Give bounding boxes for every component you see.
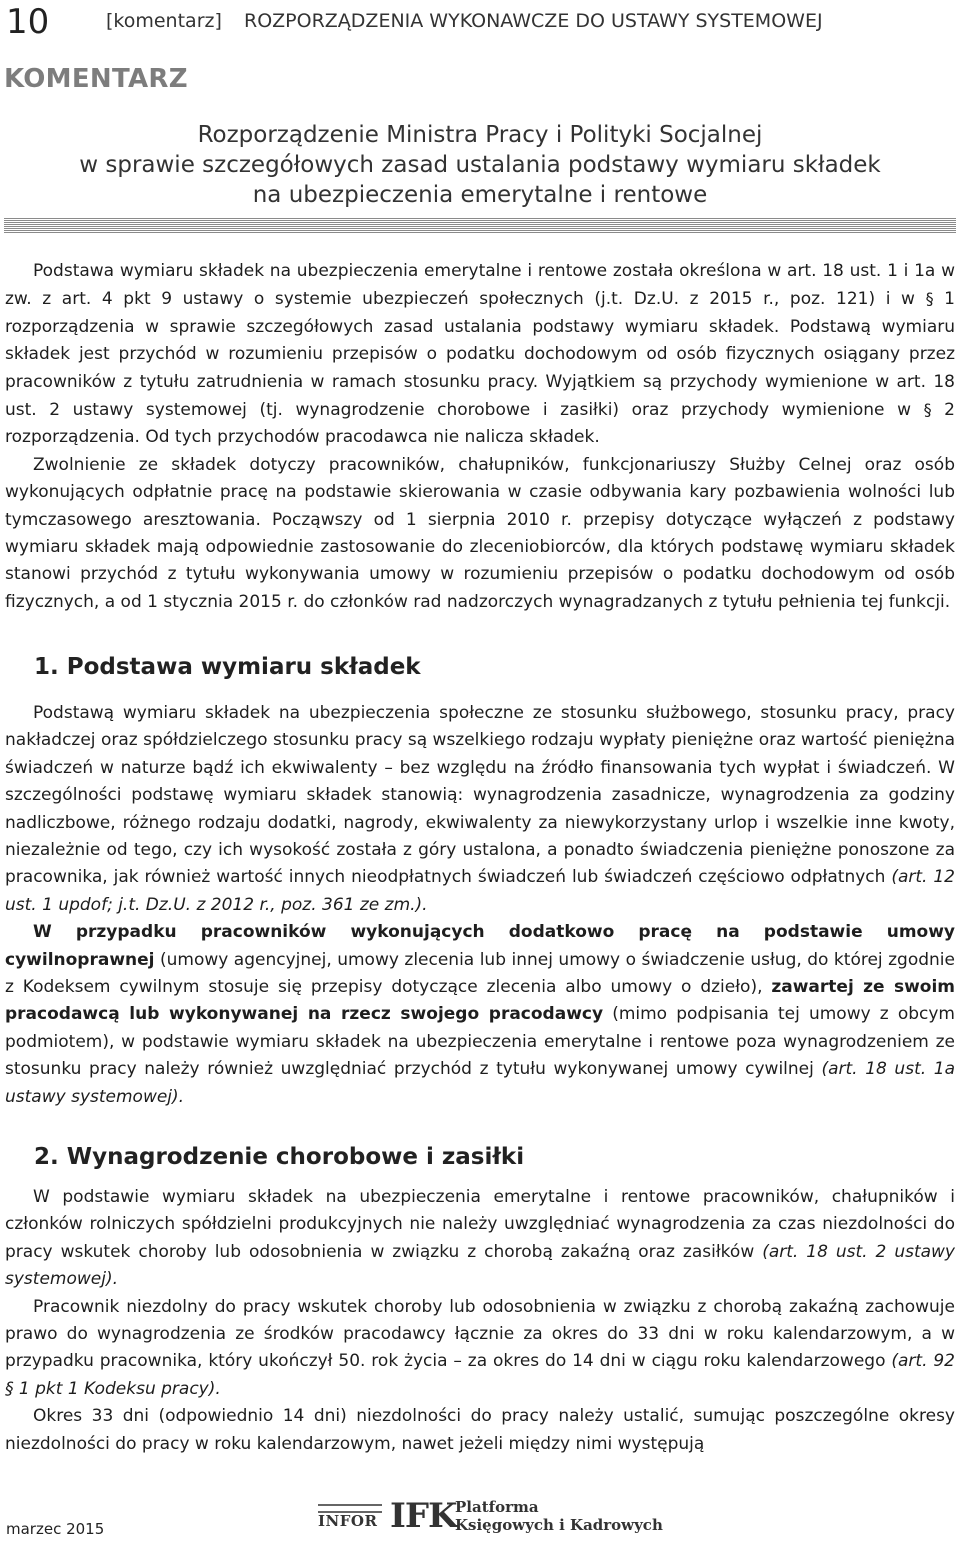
running-header	[0, 0, 960, 44]
section-heading-1: 1. Podstawa wymiaru składek	[34, 654, 421, 680]
paragraph-sign: §	[923, 400, 932, 420]
logo-line-1: Platforma	[455, 1498, 539, 1516]
document-title	[0, 120, 960, 210]
citation: (art. 92 § 1 pkt 1 Kodeksu pracy).	[5, 1351, 955, 1399]
section-2-text	[5, 1184, 955, 1458]
section-2-paragraph	[5, 1184, 955, 1294]
text-run: W podstawie wymiaru składek na ubezpieczenia emerytalne i rentowe pracowników, chałupników i członków rolniczych spółdzielni produkcyjnych nie należy uwzględniać wynagrodzenia za czas niezdolności do pracy wskutek choroby lub odosobnienia w związku z chorobą zakaźną oraz zasiłków	[5, 1187, 955, 1262]
text-run: (umowy agencyjnej, umowy zlecenia lub innej umowy o świadczenie usług, do której zgodnie z Kodeksem cywilnym stosuje się przepisy dotyczące zlecenia albo umowy o dzieło),	[5, 949, 955, 998]
document-title-line: w sprawie szczegółowych zasad ustalania podstawy wymiaru składek	[79, 152, 881, 178]
logo-ifk-text: IFK	[390, 1496, 457, 1536]
paragraph-sign: §	[925, 289, 934, 309]
text-run: 1 rozporządzenia w sprawie szczegółowych zasad ustalania podstawy wymiaru składek. Podstawą wymiaru składek jest przychód w rozumieniu przepisów o podatku dochodowym od osób fizycznych osiągany przez pracowników z tytułu zatrudnienia w ramach stosunku pracy. Wyjątkiem są przychody wymienione w art. 18 ust. 2 ustawy systemowej (tj. wynagrodzenie chorobowe i zasiłki) oraz przychody wymienione w	[5, 289, 955, 421]
document-title-line: na ubezpieczenia emerytalne i rentowe	[252, 182, 708, 208]
citation: (art. 18 ust. 1a ustawy systemowej).	[5, 1059, 955, 1107]
section-1-text	[5, 700, 955, 1111]
footer-date: marzec 2015	[6, 1520, 105, 1538]
section-2-paragraph	[5, 1294, 955, 1404]
text-run: (mimo podpisania tej umowy z obcym podmiotem), w podstawie wymiaru składek na ubezpieczenia emerytalne i rentowe poza wynagrodzeniem ze stosunku pracy należy również uwzględniać przychód z tytułu wykonywanej umowy cywilnej	[5, 1004, 955, 1080]
text-run: Podstawa wymiaru składek na ubezpieczenia emerytalne i rentowe została określona w art. 18 ust. 1 i 1a w zw. z art. 4 pkt 9 ustawy o systemie ubezpieczeń społecznych (j.t. Dz.U. z 2015 r., poz. 121) i w	[5, 261, 955, 310]
header-tag: [komentarz]	[106, 10, 222, 32]
section-label: KOMENTARZ	[4, 64, 188, 94]
document-title-line: Rozporządzenie Ministra Pracy i Polityki Socjalnej	[197, 122, 763, 148]
intro-paragraph: Zwolnienie ze składek dotyczy pracowników, chałupników, funkcjonariuszy Służby Celnej oraz osób wykonujących odpłatnie pracę na podstawie skierowania w czasie odbywania kary pozbawienia wolności lub tymczasowego aresztowania. Począwszy od 1 sierpnia 2010 r. przepisy dotyczące wyłączeń z podstawy wymiaru składek mają odpowiednie zastosowanie do zleceniobiorców, dla których podstawę wymiaru składek stanowi przychód z tytułu wykonywania umowy w rozumieniu przepisów o podatku dochodowym od osób fizycznych, a od 1 stycznia 2015 r. do członków rad nadzorczych wynagradzanych z tytułu pełnienia tej funkcji.	[5, 454, 955, 612]
title-divider	[4, 218, 956, 234]
section-heading-2: 2. Wynagrodzenie chorobowe i zasiłki	[34, 1144, 525, 1170]
text-run: Podstawą wymiaru składek na ubezpieczenia społeczne ze stosunku służbowego, stosunku pracy, pracy nakładczej oraz spółdzielczego stosunku pracy są wszelkiego rodzaju wypłaty pieniężne oraz wartość pieniężna świadczeń w naturze bądź ich ekwiwalenty – bez względu na źródło finansowania tych wypłat i świadczeń. W szczególności podstawę wymiaru składek stanowią: wynagrodzenia zasadnicze, wynagrodzenia za godziny nadliczbowe, różnego rodzaju dodatki, nagrody, ekwiwalenty za niewykorzystany urlop i wszelkie inne kwoty, niezależnie od tego, czy ich wysokość została z góry ustalona, a ponadto świadczenia pieniężne ponoszone za pracownika, jak również wartość innych nieodpłatnych świadczeń lub świadczeń częściowo odpłatnych	[5, 703, 955, 888]
text-run: Pracownik niezdolny do pracy wskutek choroby lub odosobnienia w związku z chorobą zakaźną zachowuje prawo do wynagrodzenia ze środków pracodawcy łącznie za okres do 33 dni w roku kalendarzowym, a w przypadku pracownika, który ukończył 50. rok życia – za okres do 14 dni w ciągu roku kalendarzowego	[5, 1296, 955, 1372]
citation: (art. 12 ust. 1 updof; j.t. Dz.U. z 2012 r., poz. 361 ze zm.).	[5, 867, 955, 915]
citation: (art. 18 ust. 2 ustawy systemowej).	[5, 1241, 955, 1290]
header-title: ROZPORZĄDZENIA WYKONAWCZE DO USTAWY SYSTEMOWEJ	[244, 10, 823, 32]
text-run: 2 rozporządzenia. Od tych przychodów pracodawca nie nalicza składek.	[5, 400, 955, 448]
intro-text	[5, 258, 955, 616]
publisher-logo	[300, 1494, 663, 1536]
section-2-paragraph: Okres 33 dni (odpowiednio 14 dni) niezdolności do pracy należy ustalić, sumując poszczególne okresy niezdolności do pracy w roku kalendarzowym, nawet jeżeli między nimi występują	[5, 1406, 955, 1454]
section-1-paragraph	[5, 700, 955, 919]
section-1-paragraph	[5, 919, 955, 1111]
intro-paragraph	[5, 258, 955, 452]
logo-line-2: Księgowych i Kadrowych	[455, 1516, 663, 1534]
emphasis: W przypadku pracowników wykonujących dodatkowo pracę na podstawie umowy cywilnoprawnej	[5, 922, 955, 970]
logo-infor-text: INFOR	[318, 1512, 378, 1530]
page-number: 10	[6, 2, 50, 42]
emphasis: zawartej ze swoim pracodawcą lub wykonywanej na rzecz swojego pracodawcy	[5, 977, 955, 1025]
